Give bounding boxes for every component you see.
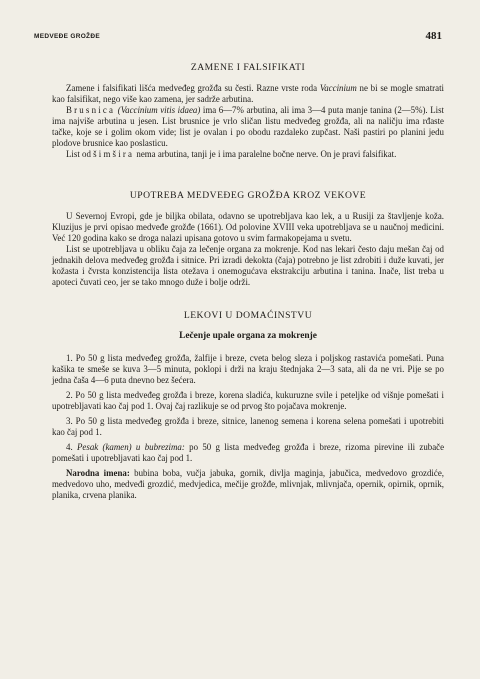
plant-name-simsir: šimšira: [93, 149, 135, 159]
text-fragment: ne bi se mogle smatrati kao falsifikat, nego više kao zamena, jer sadrže arbutina.: [52, 83, 445, 104]
folk-names-list: bubina boba, vučja jabuka, gornik, divlja maginja, jabučica, medvedovo grozdiće, medvedovo uho, medveđi grozdić, medvjedica, mečije grožđe, mlivnjak, mlivnjača, opernik, opirnik, oprnik, planika, crvena planika.: [52, 468, 444, 500]
running-head: MEDVEĐE GROŽĐE: [34, 33, 100, 40]
recipe-number: 4.: [66, 442, 73, 452]
plant-name-brusnica: Brusnica: [66, 105, 116, 115]
spacer: [52, 160, 444, 190]
page-number: 481: [425, 30, 442, 42]
genus-name: Vaccinium: [319, 83, 357, 93]
section-heading-history: UPOTREBA MEDVEĐEG GROŽĐA KROZ VEKOVE: [129, 190, 367, 201]
recipe-2: 2. Po 50 g lista medveđeg grožđa i breze, korena sladića, kukuruzne svile i peteljke od višnje pomešati i upotrebljavati kao čaj pod 1. Ovaj čaj razlikuje se od prvog što pojačava mokrenje.: [52, 390, 444, 411]
folk-names-label: Narodna imena:: [66, 468, 130, 478]
text-fragment: po 50 g lista medveđeg grožđa i breze, rizoma pirevine ili zubače pomešati i upotrebljavati kao čaj pod 1.: [52, 442, 445, 463]
folk-names-paragraph: [52, 468, 444, 501]
subheading-urinary-treatment: Lečenje upale organa za mokrenje: [179, 331, 317, 341]
recipe-4: [52, 442, 444, 464]
paragraph-history-2: List se upotrebljava u obliku čaja za lečenje organa za mokrenje. Kod nas lekari često daju mešan čaj od jednakih delova medveđeg grožđa i sitnice. Pri izradi dekokta (čaja) potrebno je list zdrobiti i duže kuvati, jer kožasta i čvrsta konzistencija lista otežava i onemogućava ekstrakciju arbutina i tanina. Inače, list treba u apoteci čuvati ceo, jer se tako mnogo duže i bolje održi.: [52, 244, 444, 287]
recipe-3: 3. Po 50 g lista medveđeg grožđa i breze, sitnice, lanenog semena i korena selena pomešati i upotrebiti kao čaj pod 1.: [52, 416, 444, 437]
latin-name: (Vaccinium vitis idaea): [117, 105, 201, 115]
section-heading-substitutes: ZAMENE I FALSIFIKATI: [190, 62, 306, 73]
paragraph-brusnica: [52, 105, 444, 149]
recipe-1: 1. Po 50 g lista medveđeg grožđa, žalfije i breze, cveta belog sleza i poljskog rastavića pomešati. Puna kašika te smeše se kuva 3—5 minuta, poklopi i drži na kraju štednjaka 2—3 sata, ali da ne vri. Pije se po jedna čaša 4—6 puta dnevno bez šećera.: [52, 353, 444, 385]
spacer: [52, 288, 444, 310]
text-fragment: ima 6—7% arbutina, ali ima 3—4 puta manje tanina (2—5%). List ima najviše arbutina u jesen. List brusnice je vrlo sličan listu medveđeg grožđa, ali na naličju ima rđaste tačke, koje se i golim okom vide; list je ovalan i po obodu razdalеko zupčast. Naši pastiri po planini jedu plodove brusnice kao poslasticu.: [52, 105, 445, 148]
section-heading-home-remedies: LEKOVI U DOMAĆINSTVU: [183, 310, 313, 321]
text-fragment: List od: [66, 149, 91, 159]
recipe-title: Pesak (kamen) u bubrezima:: [77, 442, 185, 452]
paragraph-simsir: [52, 149, 444, 160]
text-fragment: nema arbutina, tanji je i ima paralelne bočne nerve. On je pravi falsifikat.: [136, 149, 397, 159]
text-fragment: Zamene i falsifikati lišća medveđeg grožđa su česti. Razne vrste roda: [66, 83, 318, 93]
page-content: [52, 62, 444, 501]
paragraph-history-1: U Severnoj Evropi, gde je biljka obilata, odavno se upotrebljava kao lek, a u Rusiji za štavljenje koža. Kluzijus je prvi opisao medveđe grožđe (1661). Od polovine XVIII veka upotrebljava se u naučnoj medicini. Već 120 godina kako se droga nalazi upisana gotovo u svim farmakopejama u svetu.: [52, 211, 444, 243]
paragraph-substitutes-intro: [52, 83, 444, 105]
